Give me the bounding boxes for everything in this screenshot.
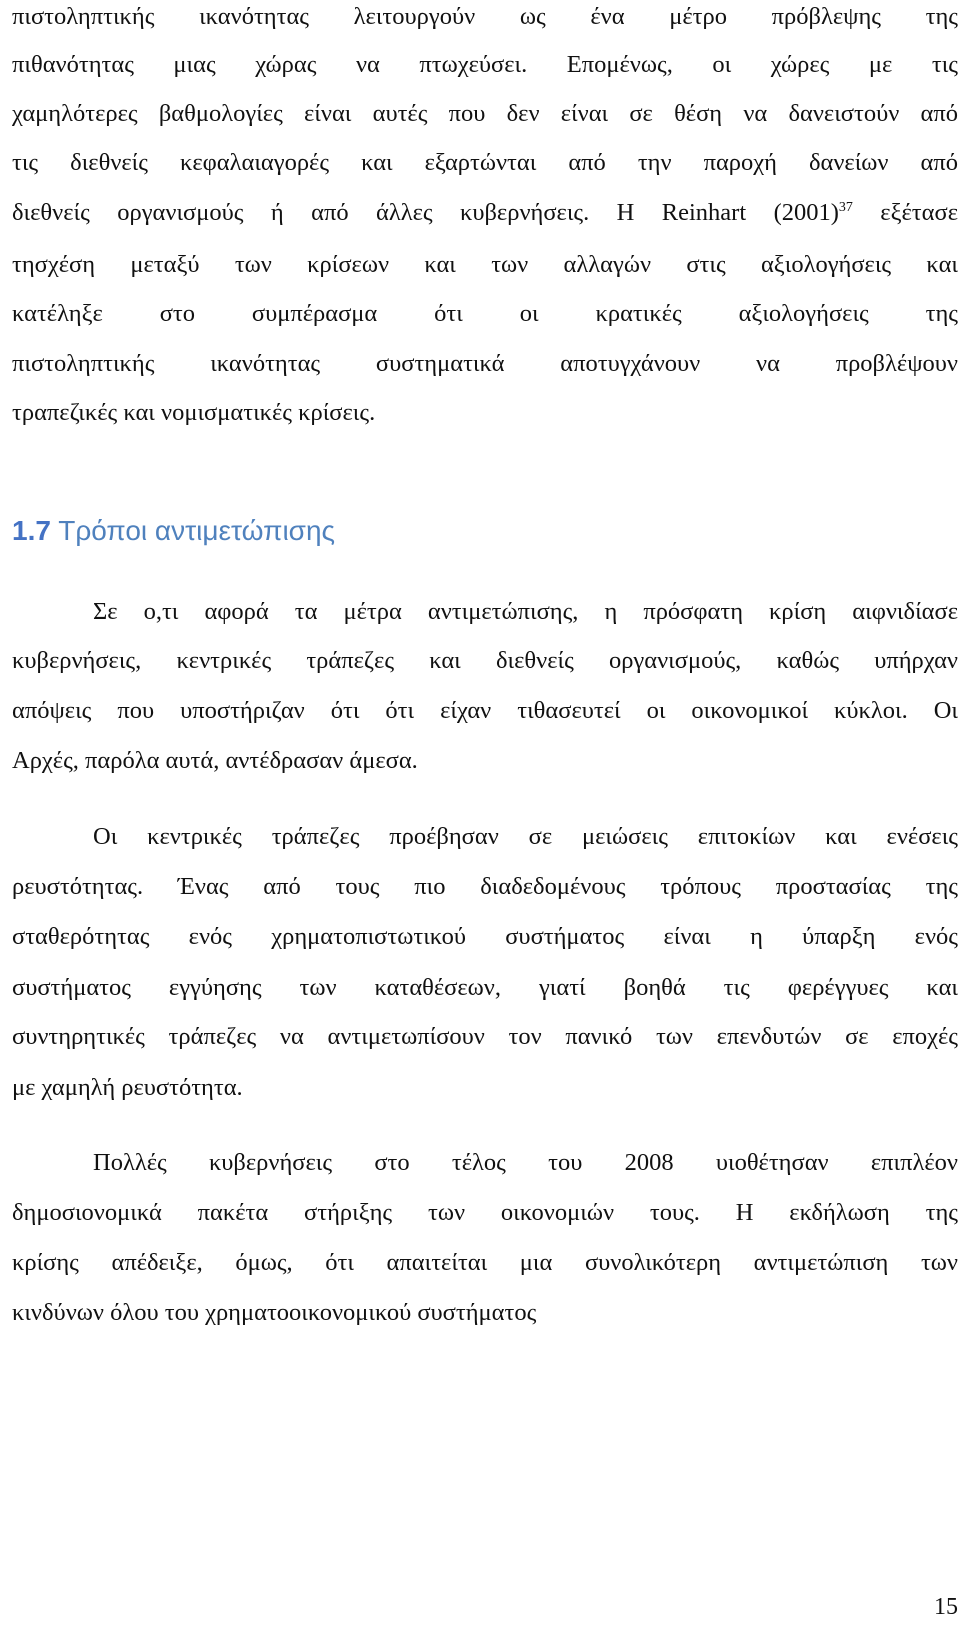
section-title: Τρόποι αντιμετώπισης — [58, 515, 336, 546]
section-number: 1.7 — [12, 515, 51, 546]
paragraph3-line-2: ρευστότητας. Ένας από τους πιο διαδεδομένους τρόπους προστασίας της — [12, 873, 958, 900]
paragraph2-line-2: κυβερνήσεις, κεντρικές τράπεζες και διεθνείς οργανισμούς, καθώς υπήρχαν — [12, 647, 958, 674]
paragraph1-line-2: πιθανότητας μιας χώρας να πτωχεύσει. Επομένως, οι χώρες με τις — [12, 51, 958, 78]
paragraph1-line-4: τις διεθνείς κεφαλαιαγορές και εξαρτώνται από την παροχή δανείων από — [12, 149, 958, 176]
paragraph1-line-3: χαμηλότερες βαθμολογίες είναι αυτές που δεν είναι σε θέση να δανειστούν από — [12, 100, 958, 127]
paragraph1-line-8: πιστοληπτικής ικανότητας συστηματικά αποτυγχάνουν να προβλέψουν — [12, 350, 958, 377]
paragraph1-line-5 — [12, 198, 958, 228]
paragraph1-line-5-tail: εξέτασε — [852, 199, 958, 226]
footnote-reference: 37 — [838, 199, 853, 215]
paragraph4-line-4: κινδύνων όλου του χρηματοοικονομικού συστήματος — [12, 1299, 537, 1326]
paragraph2-line-4: Αρχές, παρόλα αυτά, αντέδρασαν άμεσα. — [12, 747, 418, 774]
paragraph1-line-6: τησχέση μεταξύ των κρίσεων και των αλλαγών στις αξιολογήσεις και — [12, 251, 958, 278]
paragraph4-line-2: δημοσιονομικά πακέτα στήριξης των οικονομιών τους. Η εκδήλωση της — [12, 1199, 958, 1226]
paragraph1-line-1: πιστοληπτικής ικανότητας λειτουργούν ως ένα μέτρο πρόβλεψης της — [12, 3, 958, 30]
paragraph3-line-4: συστήματος εγγύησης των καταθέσεων, γιατί βοηθά τις φερέγγυες και — [12, 974, 958, 1001]
paragraph3-line-5: συντηρητικές τράπεζες να αντιμετωπίσουν τον πανικό των επενδυτών σε εποχές — [12, 1023, 958, 1050]
paragraph4-line-1: Πολλές κυβερνήσεις στο τέλος του 2008 υιοθέτησαν επιπλέον — [93, 1149, 958, 1176]
paragraph3-line-3: σταθερότητας ενός χρηματοπιστωτικού συστήματος είναι η ύπαρξη ενός — [12, 923, 958, 950]
paragraph2-line-1: Σε ο,τι αφορά τα μέτρα αντιμετώπισης, η πρόσφατη κρίση αιφνιδίασε — [93, 598, 958, 625]
paragraph3-line-6: με χαμηλή ρευστότητα. — [12, 1074, 243, 1101]
section-heading — [12, 514, 335, 548]
paragraph3-line-1: Οι κεντρικές τράπεζες προέβησαν σε μειώσεις επιτοκίων και ενέσεις — [93, 823, 958, 850]
paragraph4-line-3: κρίσης απέδειξε, όμως, ότι απαιτείται μια συνολικότερη αντιμετώπιση των — [12, 1249, 958, 1276]
paragraph2-line-3: απόψεις που υποστήριζαν ότι ότι είχαν τιθασευτεί οι οικονομικοί κύκλοι. Οι — [12, 697, 958, 724]
paragraph1-line-9: τραπεζικές και νομισματικές κρίσεις. — [12, 399, 376, 426]
paragraph1-line-7: κατέληξε στο συμπέρασμα ότι οι κρατικές αξιολογήσεις της — [12, 300, 958, 327]
page-number: 15 — [934, 1594, 958, 1620]
paragraph1-line-5-text: διεθνείς οργανισμούς ή από άλλες κυβερνήσεις. Η Reinhart (2001) — [12, 199, 839, 226]
